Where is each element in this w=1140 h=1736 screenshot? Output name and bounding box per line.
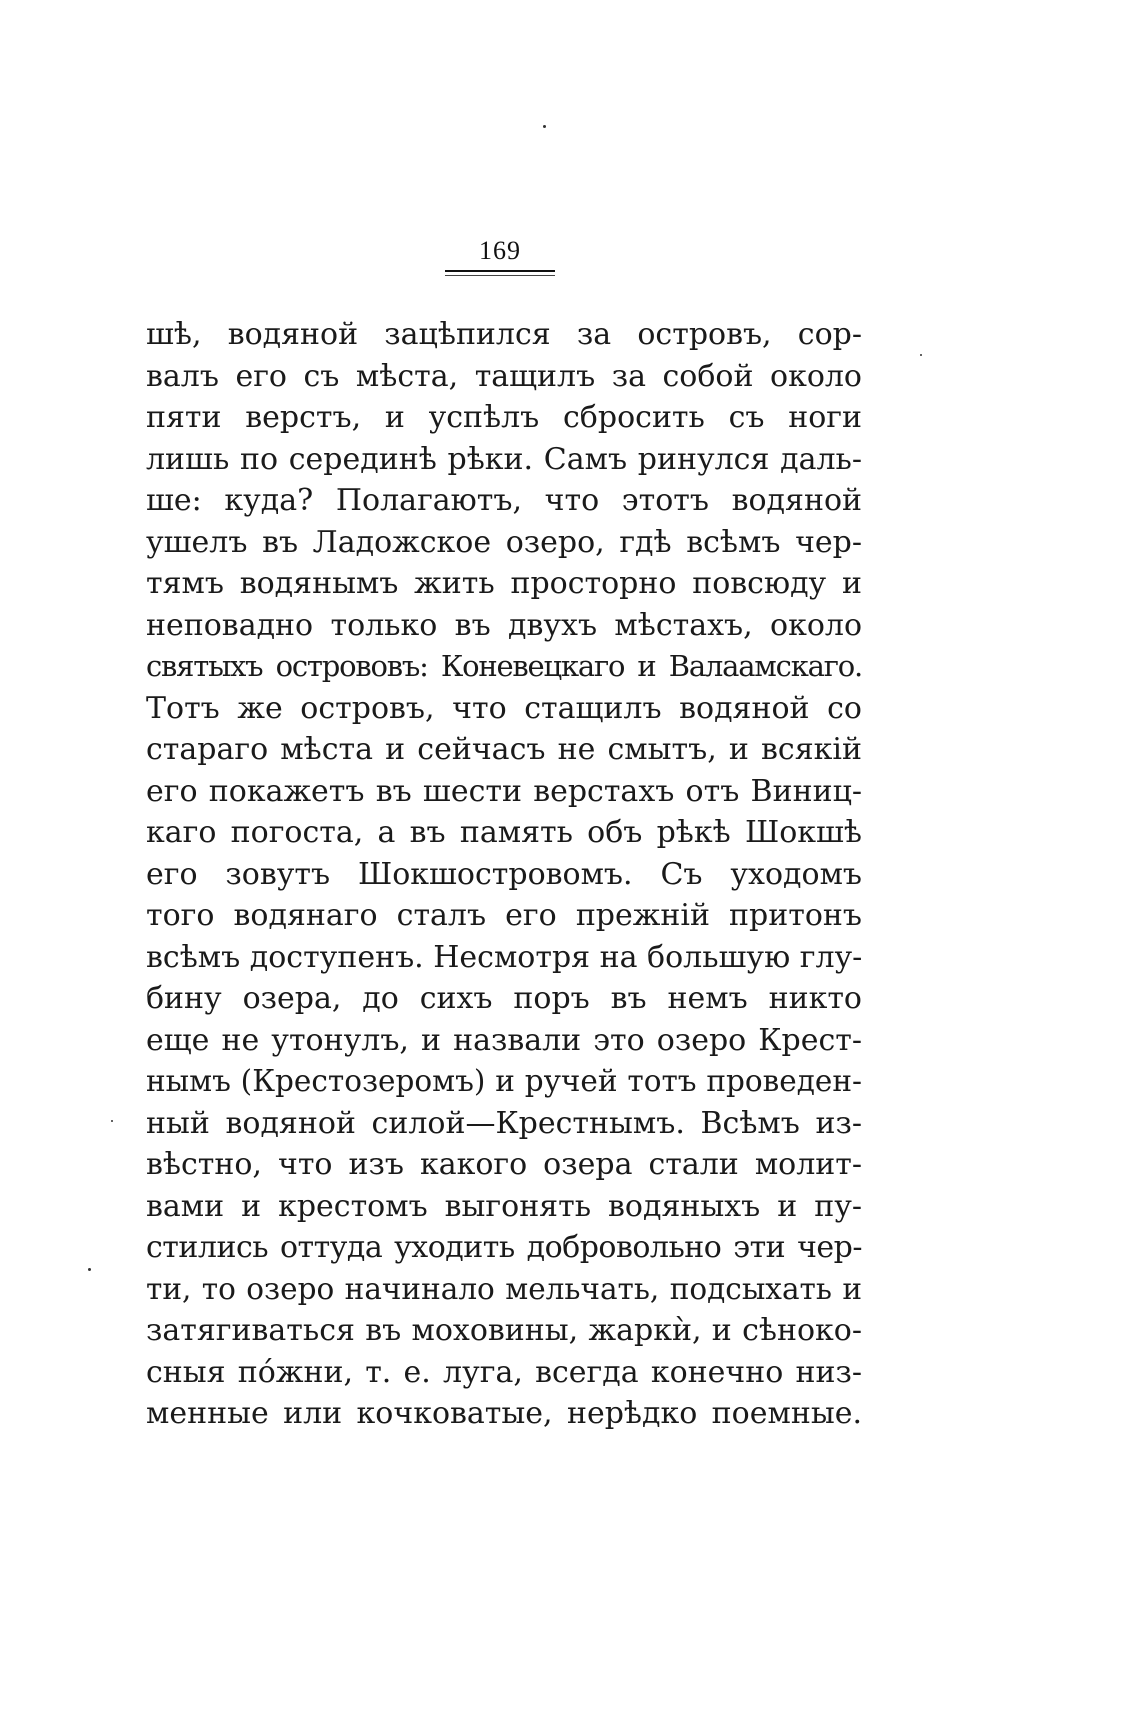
header-rule (445, 270, 555, 272)
text-line: валъ его съ мѣста, тащилъ за собой около (146, 358, 862, 394)
text-line: ушелъ въ Ладожское озеро, гдѣ всѣмъ чер- (146, 524, 862, 560)
text-line: шѣ, водяной зацѣпился за островъ, сор- (146, 317, 862, 352)
text-line: его зовутъ Шокшостровомъ. Съ уходомъ (146, 856, 862, 892)
text-line: Тотъ же островъ, что стащилъ водяной со (146, 690, 862, 726)
page-speck (88, 1268, 91, 1271)
page-speck (920, 354, 922, 356)
text-line: вѣстно, что изъ какого озера стали молит- (146, 1147, 862, 1182)
page-speck (543, 125, 546, 128)
text-line: пяти верстъ, и успѣлъ сбросить съ ноги (146, 400, 862, 435)
text-line: каго погоста, а въ память объ рѣкѣ Шокшѣ (146, 815, 862, 850)
body-text (146, 314, 862, 1435)
text-line: бину озера, до сихъ поръ въ немъ никто (146, 981, 862, 1016)
page-speck (111, 1120, 113, 1122)
text-line: ный водяной силой—Крестнымъ. Всѣмъ из- (146, 1105, 862, 1141)
text-line: еще не утонулъ, и назвали это озеро Крест- (146, 1022, 862, 1058)
text-line: менные или кочковатые, нерѣдко поемные. (146, 1396, 862, 1431)
text-line: сныя пóжни, т. е. луга, всегда конечно низ- (146, 1354, 862, 1390)
page-number: 169 (479, 236, 521, 265)
text-line: его покажетъ въ шести верстахъ отъ Виниц- (146, 773, 862, 809)
text-line: вами и крестомъ выгонять водяныхъ и пу- (146, 1188, 862, 1224)
text-line: неповадно только въ двухъ мѣстахъ, около (146, 607, 862, 643)
header-rule-thin (445, 275, 555, 276)
text-line: нымъ (Крестозеромъ) и ручей тотъ проведен- (146, 1064, 862, 1098)
text-line: затягиваться въ моховины, жаркѝ, и сѣноко- (146, 1313, 862, 1348)
text-line: святыхъ острововъ: Коневецкаго и Валаамскаго. (146, 649, 862, 683)
text-line: стились оттуда уходить добровольно эти чер- (146, 1230, 862, 1265)
text-line: того водянаго сталъ его прежній притонъ (146, 898, 862, 933)
text-line: тямъ водянымъ жить просторно повсюду и (146, 566, 862, 601)
text-line: ти, то озеро начинало мельчать, подсыхать и (146, 1271, 862, 1306)
page-header (445, 236, 555, 276)
text-line: лишь по серединѣ рѣки. Самъ ринулся даль- (146, 441, 862, 477)
text-line: ше: куда? Полагаютъ, что этотъ водяной (146, 483, 862, 518)
text-line: стараго мѣста и сейчасъ не смытъ, и всякій (146, 732, 862, 767)
text-line: всѣмъ доступенъ. Несмотря на большую глу- (146, 939, 862, 975)
